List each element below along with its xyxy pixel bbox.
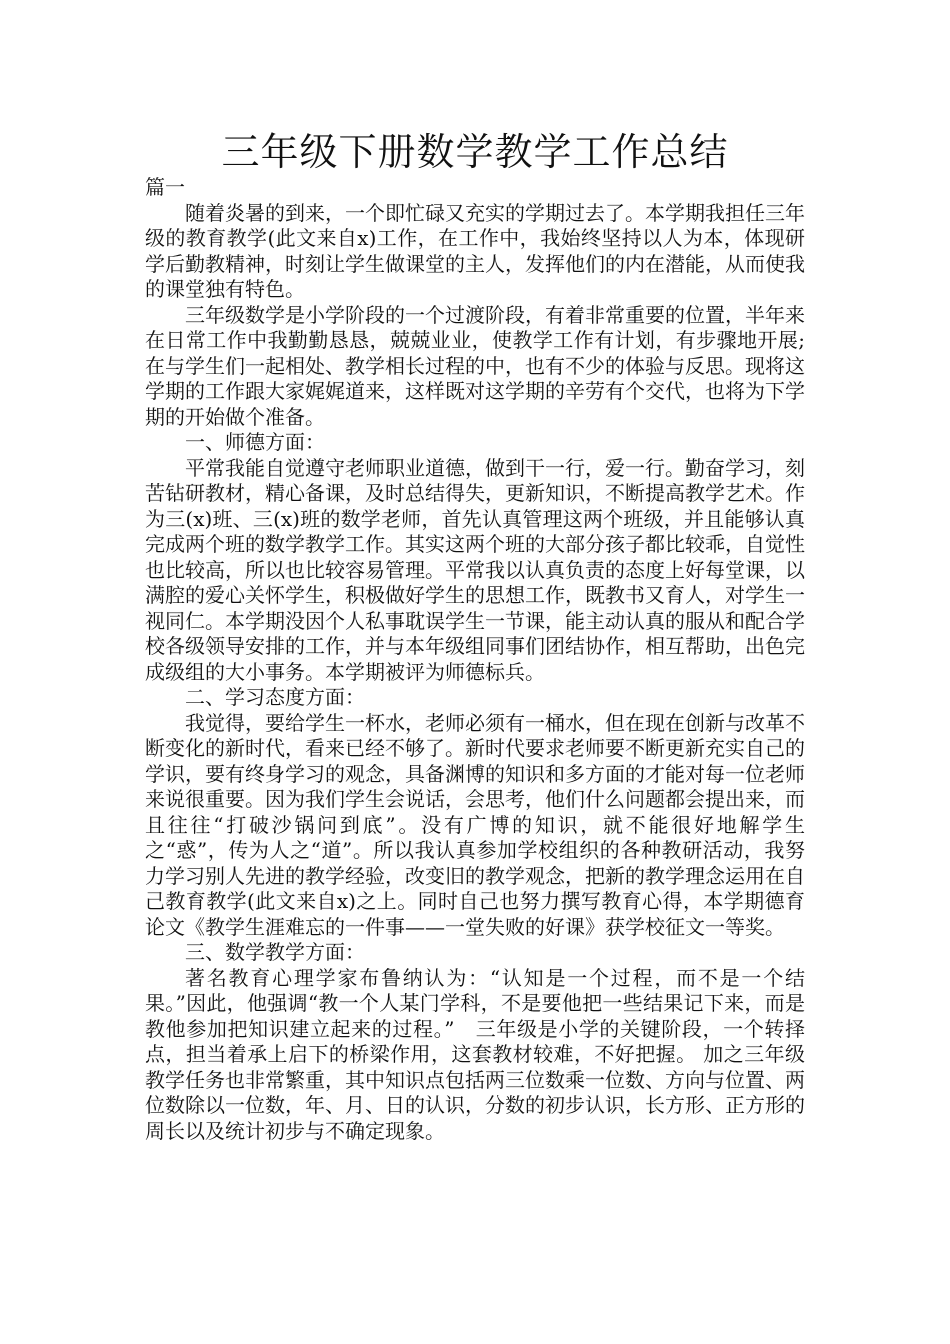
document-body xyxy=(145,175,805,1144)
heading-math-teaching: 三、数学教学方面： xyxy=(185,940,365,964)
paragraph-ethics: 平常我能自觉遵守老师职业道德，做到干一行，爱一行。勤奋学习，刻苦钻研教材，精心备课，及时总结得失，更新知识，不断提高教学艺术。作为三(x)班、三(x)班的数学老师，首先认真管理这两个班级，并且能够认真完成两个班的数学教学工作。其实这两个班的大部分孩子都比较乖，自觉性也比较高，所以也比较容易管理。平常我以认真负责的态度上好每堂课，以满腔的爱心关怀学生，积极做好学生的思想工作，既教书又育人，对学生一视同仁。本学期没因个人私事耽误学生一节课，能主动认真的服从和配合学校各级领导安排的工作，并与本年级组同事们团结协作，相互帮助，出色完成级组的大小事务。本学期被评为师德标兵。 xyxy=(145,455,805,684)
heading-ethics: 一、师德方面： xyxy=(185,430,325,454)
section-label: 篇一 xyxy=(145,175,185,199)
paragraph-math-teaching: 著名教育心理学家布鲁纳认为：“认知是一个过程，而不是一个结果。”因此，他强调“教一个人某门学科，不是要他把一些结果记下来，而是教他参加把知识建立起来的过程。” 三年级是小学的关键阶段，一个转择点，担当着承上启下的桥梁作用，这套教材较难，不好把握。 加之三年级教学任务也非常繁重，其中知识点包括两三位数乘一位数、方向与位置、两位数除以一位数，年、月、日的认识，分数的初步认识，长方形、正方形的周长以及统计初步与不确定现象。 xyxy=(145,965,805,1143)
document-title: 三年级下册数学教学工作总结 xyxy=(221,130,729,174)
paragraph-learning-attitude: 我觉得，要给学生一杯水，老师必须有一桶水，但在现在创新与改革不断变化的新时代，看来已经不够了。新时代要求老师要不断更新充实自己的学识，要有终身学习的观念，具备渊博的知识和多方面的才能对每一位老师来说很重要。因为我们学生会说话，会思考，他们什么问题都会提出来，而且往往“打破沙锅问到底”。没有广博的知识，就不能很好地解学生之“惑”，传为人之“道”。所以我认真参加学校组织的各种教研活动，我努力学习别人先进的教学经验，改变旧的教学观念，把新的教学理念运用在自己教育教学(此文来自x)之上。同时自己也努力撰写教育心得，本学期德育论文《教学生涯难忘的一件事——一堂失败的好课》获学校征文一等奖。 xyxy=(145,710,805,939)
paragraph-intro: 随着炎暑的到来，一个即忙碌又充实的学期过去了。本学期我担任三年级的教育教学(此文来自x)工作，在工作中，我始终坚持以人为本，体现研学后勤教精神，时刻让学生做课堂的主人，发挥他们的内在潜能，从而使我的课堂独有特色。 xyxy=(145,200,805,301)
paragraph-overview: 三年级数学是小学阶段的一个过渡阶段，有着非常重要的位置，半年来在日常工作中我勤勤恳恳，兢兢业业，使教学工作有计划，有步骤地开展;在与学生们一起相处、教学相长过程的中，也有不少的体验与反思。现将这学期的工作跟大家娓娓道来，这样既对这学期的辛劳有个交代，也将为下学期的开始做个准备。 xyxy=(145,302,805,429)
heading-learning-attitude: 二、学习态度方面： xyxy=(185,685,365,709)
